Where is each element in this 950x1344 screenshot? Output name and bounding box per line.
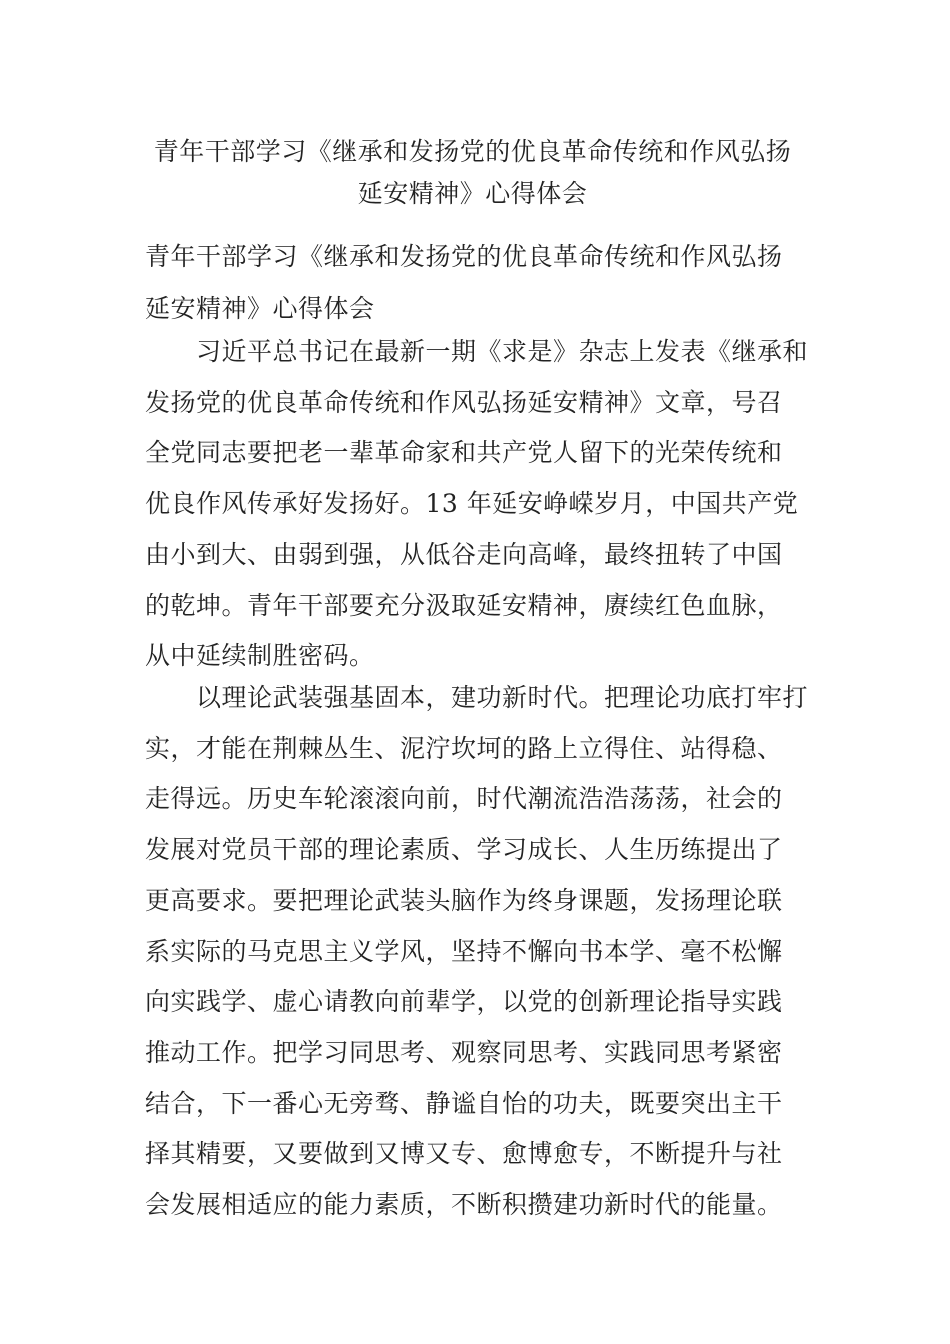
paragraph-theory-armament: 以理论武装强基固本，建功新时代。把理论功底打牢打 实，才能在荆棘丛生、泥泞坎坷的路上立得住、站得稳、 走得远。历史车轮滚滚向前，时代潮流浩浩荡荡，社会的 发展对党员干部的理论素质、学习成长、人生历练提出了 更高要求。要把理论武装头脑作为终身课题，发扬理论联 系实际的马克思主义学风，坚持不懈向书本学、毫不松懈 向实践学、虚心请教向前辈学，以党的创新理论指导实践 推动工作。把学习同思考、观察同思考、实践同思考紧密 结合，下一番心无旁骛、静谧自怡的功夫，既要突出主干 择其精要，又要做到又博又专、愈博愈专，不断提升与社 会发展相适应的能力素质，不断积攒建功新时代的能量。 xyxy=(145,683,809,1220)
document-title xyxy=(140,131,805,215)
document-title-line-1: 青年干部学习《继承和发扬党的优良革命传统和作风弘扬 xyxy=(153,137,792,166)
document-title-line-2: 延安精神》心得体会 xyxy=(357,179,588,208)
paragraph-yanan-spirit-introduction: 习近平总书记在最新一期《求是》杂志上发表《继承和 发扬党的优良革命传统和作风弘扬延安精神》文章，号召 全党同志要把老一辈革命家和共产党人留下的光荣传统和 优良作风传承好发扬好。13 年延安峥嵘岁月，中国共产党 由小到大、由弱到强，从低谷走向高峰，最终扭转了中国 的乾坤。青年干部要充分汲取延安精神，赓续红色血脉， 从中延续制胜密码。 xyxy=(145,337,809,671)
repeated-title-text: 青年干部学习《继承和发扬党的优良革命传统和作风弘扬 延安精神》心得体会 xyxy=(145,242,783,323)
